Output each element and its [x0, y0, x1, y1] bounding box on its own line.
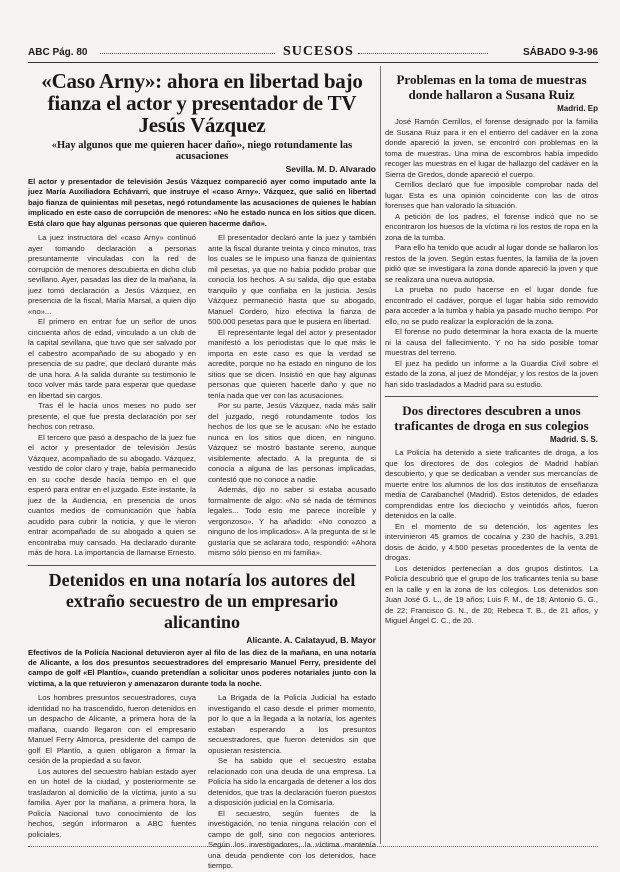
- story2-col1: [28, 693, 196, 872]
- paragraph: Tras él le hacía unos meses no pudo ser presente, el que fue presta declaración por ser hechos con retraso.: [28, 401, 196, 432]
- paragraph: Los autores del secuestro habían estado ayer en un hotel de la ciudad, y posteriormente se trasladaron al domicilio de la víctima, junto a su familia. Ayer por la mañana, a primera hora, la Policía Nacional tuvo conocimiento de los hechos, según informaron a ABC fuentes policiales.: [28, 766, 196, 839]
- paragraph: El primero en entrar fue un señor de unos cincuenta años de edad, vinculado a un club de la capital sevillana, que tuvo que ser salvado por el cabestro acompañado de su abogado y en presencia de su padre, que declaró durante más de una hora. A la salida durante su testimonio le toco volver más tarde para esperar que quedase en libertad sin cargos.: [28, 317, 196, 400]
- page-header: [28, 44, 598, 62]
- story-susana-ruiz: [385, 72, 598, 390]
- story2-col2: [208, 693, 376, 872]
- story4-headline: Dos directores descubren a unos traficantes de droga en sus colegios: [394, 403, 589, 433]
- story1-body: [28, 233, 376, 559]
- paragraph: Además, dijo no saber si estaba acusado formalmente de algo: «No sé nada de términos legales... Todo esto me parece increíble y vergonzoso». Y ha añadido: «No conozco a ninguno de los implicados». A la pregunta de si le gustaría que se aclarara todo, respondió: «Ahora mismo sólo pienso en mi familia».: [208, 485, 376, 558]
- paragraph: A petición de los padres, el forense indicó que no se encontraron los huesos de la víctima ni los restos de ropa en la zona de la tumba.: [385, 211, 598, 242]
- story2-body: [28, 693, 376, 872]
- story-separator: [385, 396, 598, 397]
- paragraph: El tercero que pasó a despacho de la juez fue el actor y presentador de televisión Jesús Vázquez, acompañado de su abogado. Vázquez, vestido de color claro y traje, había permanecido en su coche desde hacía tiempo en el que esperó para entrar en el juzgado. Este instante, la juez de la Audiencia, en presencia de unos cuantos medios de comunicación que había acudido para cubrir la noticia, y que le vieron entrar acompañado de su abogado a quien se encontraba muy cansado. Ha declarado durante más de hora. La importancia de llamarse Ernesto.: [28, 432, 197, 558]
- story1-subtitle: «Hay algunos que me quieren hacer daño», niego rotundamente las acusaciones: [51, 140, 353, 162]
- page-number: Pág. 80: [52, 47, 88, 58]
- paragraph: La Policía ha detenido a siete traficantes de droga, a los que los directores de dos colegios de Madrid habían descubierto, y que se dedicaban a vender sus mercancías de muerte entre los alumnos de los dos institutos de enseñanza media de Carabanchel (Madrid). Estos detenidos, de edades comprendidas entre los dieciocho y veintidós años, fueron detenidos en la calle.: [385, 448, 598, 520]
- paragraph: El forense no pudo determinar la hora exacta de la muerte ni la causa del fallecimiento. Y no ha sido posible tomar muestras del terreno.: [385, 327, 598, 357]
- story1-lead: El actor y presentador de televisión Jesús Vázquez compareció ayer como imputado ante la juez María Auxiliadora Echávarri, que instruye el «caso Arny». Vázquez, que salió en libertad bajo fianza de quinientas mil pesetas, negó rotundamente las acusaciones de quienes le habían implicado en este caso de corrupción de menores: «No he estado nunca en los sitios que dicen. Está claro que hay algunas personas que quieren hacerme daño».: [28, 177, 376, 228]
- story1-byline: Sevilla. M. D. Alvarado: [285, 164, 376, 174]
- paragraph: Los detenidos pertenecían a dos grupos distintos. La Policía descubrió que el grupo de los traficantes tenía su base en la calle y en la zona de los colegios. Los detenidos son Juan José G. L., de 19 años; Luis F. M., de 18; Antonio G. G., de 22; Francisco G. N., de 20; Rebeca T. B., de 21 años, y Miguel Ángel C. C., de 20.: [385, 563, 598, 625]
- story-caso-arny: [28, 70, 376, 559]
- paragraph: Se ha sabido que el secuestro estaba relacionado con una deuda de una empresa. La Policía ha sido la encargada de detener a los dos detenidos, que tras la declaración fueron puestos a disposición judicial en la Comisaría.: [208, 756, 376, 808]
- header-paper-page: [28, 47, 87, 58]
- right-column: [385, 66, 598, 627]
- paragraph: En el momento de su detención, los agentes les intervinieron 45 gramos de cocaína y 230 de hachís, 3.291 dosis de ácido, y 4.500 pesetas procedentes de la venta de drogas.: [385, 521, 598, 562]
- paragraph: Para ello ha tenido que acudir al lugar donde se hallaron los restos de la joven. Según estas fuentes, la familia de la joven pidió que se investigara la zona donde apareció la joven y que se realizara una nueva autopsia.: [385, 243, 598, 284]
- left-column: [28, 66, 376, 872]
- header-dots-right: [358, 53, 488, 54]
- story2-byline: Alicante. A. Calatayud, B. Mayor: [246, 634, 376, 645]
- story1-headline: «Caso Arny»: ahora en libertad bajo fianza el actor y presentador de TV Jesús Vázquez: [41, 69, 363, 137]
- story3-location: Madrid. Ep: [557, 104, 598, 113]
- paragraph: La Brigada de la Policía Judicial ha estado investigando el caso desde el primer momento, por lo que a la llegada a la notaría, los agentes estaban esperando a los presuntos secuestradores, que fueron detenidos sin que opusieran resistencia.: [208, 693, 376, 755]
- story1-col2: [208, 233, 376, 559]
- header-date: SÁBADO 9-3-96: [522, 47, 598, 58]
- story1-col1: [28, 233, 196, 559]
- story-traficantes: [385, 403, 598, 627]
- story2-lead: Efectivos de la Policía Nacional detuvieron ayer al filo de las diez de la mañana, en una notaría de Alicante, a los dos presuntos secuestradores del empresario Manuel Ferry, presidente del campo de golf «El Plantío», cuando pretendían a solicitar unos poderes notariales junto con la víctima, a la que retuvieron y amenazaron durante toda la noche.: [28, 647, 376, 688]
- story-separator: [28, 565, 376, 566]
- paragraph: José Ramón Cerrillos, el forense designado por la familia de Susana Ruiz para ir en el entierro del cadáver en la zona donde apareció la joven, se encontró con problemas en la toma de muestras. Una mina de escombros había impedido recoger las muestras en el lugar de hallazgo del cadáver en la Sierra de Gredos, donde apareció el cuerpo.: [385, 117, 598, 179]
- section-name: SUCESOS: [283, 44, 354, 59]
- story2-headline: Detenidos en una notaría los autores del extraño secuestro de un empresario alicantino: [48, 569, 356, 632]
- paragraph: Por su parte, Jesús Vázquez, nada más salir del juzgado, negó rotundamente todos los hechos de los que se le acusan: «No he estado nunca en los sitios que dicen, en ninguno. Vázquez se mostró bastante sereno, aunque visiblemente afectado. A la pregunta de si conocía a alguna de las personas implicadas, contestó que no conoce a nadie.: [208, 401, 376, 484]
- paragraph: Los hombres presuntos secuestradores, cuya identidad no ha trascendido, fueron detenidos en un despacho de Alicante, a primera hora de la mañana, cuando llegaron con el empresario Manuel Ferry Almorca, presidente del campo de golf El Plantío, a quien obligaron a firmar la cesión de la propiedad a su favor.: [28, 693, 196, 766]
- header-dots-left: [100, 53, 275, 54]
- header-rule: [28, 62, 598, 63]
- footer-rule: [28, 846, 598, 847]
- paragraph: El representante legal del actor y presentador manifestó a los periodistas que lo que más le importa en este caso es que la verdad se acredite, porque no ha estado en ninguno de los sitios que se dicen. Insistió en que hay algunas personas que quieren hacerle daño y que no tenía nada que ver con las acusaciones.: [208, 327, 376, 400]
- story-secuestro: [28, 570, 376, 872]
- paragraph: El secuestro, según fuentes de la investigación, no tenía ninguna relación con el campo de golf, sino con negocios anteriores. Según los investigadores, la víctima mantenía una deuda pendiente con los detenidos, hace tiempo.: [208, 808, 376, 871]
- paragraph: Cerrillos declaró que fue imposible comprobar nada del lugar. Esta es una opinión coincidente con las de otros forenses que han valorado la situación.: [385, 180, 598, 210]
- paragraph: El juez ha pedido un informe a la Guardia Civil sobre el estado de la zona, al juez de Mondéjar, y los restos de la joven han sido trasladados a Madrid para su estudio.: [385, 358, 598, 389]
- paragraph: La prueba no pudo hacerse en el lugar donde fue encontrado el cadáver, porque el lugar había sido removido para acceder a la tumba y había ya pasado mucho tiempo. Por ello, no se pudo realizar la exploración de la zona.: [385, 285, 598, 326]
- paper-name: ABC: [28, 47, 50, 58]
- story4-location: Madrid. S. S.: [549, 435, 598, 444]
- column-divider: [380, 66, 381, 844]
- paragraph: La juez instructora del «caso Arny» continuó ayer tomando declaración a personas presuntamente vinculadas con la red de corrupción de menores descubierta en dicho club sevillano. Ayer, pasadas las diez de la mañana, la juez tomó declaración a Jesús Vázquez, en presencia de la fiscal, María Marsal, a quien dijo «no»...: [28, 233, 196, 316]
- story3-headline: Problemas en la toma de muestras donde hallaron a Susana Ruiz: [396, 72, 587, 102]
- paragraph: El presentador declaró ante la juez y también ante la fiscal durante treinta y cinco minutos, tras los cuales se le impuso una fianza de quinientas mil pesetas, ya que no había podido probar que conocía los hechos. A su salida, dijo que estaba tranquilo y que confiaba en la justicia. Jesús Vázquez permaneció hasta que su abogado, Manuel Cordero, hizo efectiva la fianza de 500.000 pesetas para que le pusiera en libertad.: [208, 233, 376, 327]
